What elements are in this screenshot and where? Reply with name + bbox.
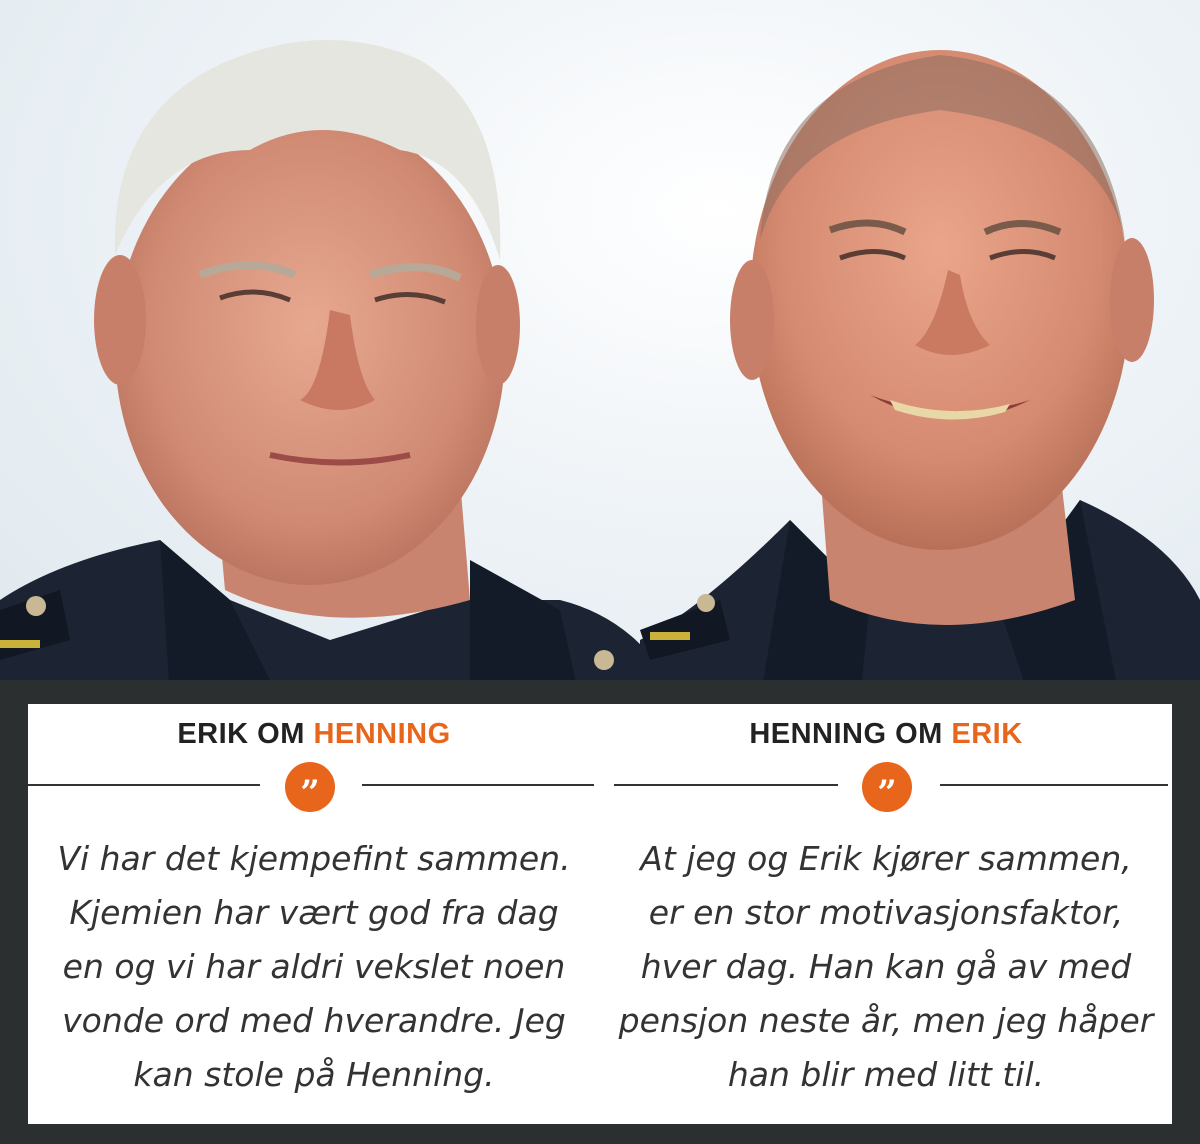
quote-line: pensjon neste år, men jeg håper <box>618 1001 1154 1040</box>
quote-text <box>28 832 600 1102</box>
quote-text <box>600 832 1172 1102</box>
quote-line: hver dag. Han kan gå av med <box>640 947 1132 986</box>
quote-line: er en stor motivasjonsfaktor, <box>648 893 1124 932</box>
heading-accent: HENNING <box>313 718 451 750</box>
quote-column-henning <box>600 704 1172 1124</box>
divider-left <box>614 784 838 786</box>
divider-right <box>362 784 594 786</box>
left-officer <box>0 40 680 700</box>
quote-mark-icon: ” <box>862 762 912 812</box>
heading-name: ERIK OM <box>177 718 314 750</box>
column-heading <box>28 718 600 751</box>
column-heading <box>600 718 1172 751</box>
divider-right <box>940 784 1168 786</box>
quote-mark-icon: ” <box>285 762 335 812</box>
quote-line: han blir med litt til. <box>727 1055 1045 1094</box>
quote-line: en og vi har aldri vekslet noen <box>62 947 566 986</box>
quote-line: Kjemien har vært god fra dag <box>69 893 559 932</box>
quote-line: kan stole på Henning. <box>133 1055 495 1094</box>
quote-line: At jeg og Erik kjører sammen, <box>640 839 1132 878</box>
quote-column-erik <box>28 704 600 1124</box>
heading-name: HENNING OM <box>749 718 952 750</box>
heading-accent: ERIK <box>951 718 1023 750</box>
quote-line: vonde ord med hverandre. Jeg <box>62 1001 566 1040</box>
quote-panel <box>28 704 1172 1124</box>
right-officer <box>640 50 1200 700</box>
quote-line: Vi har det kjempefint sammen. <box>57 839 571 878</box>
divider-left <box>28 784 260 786</box>
